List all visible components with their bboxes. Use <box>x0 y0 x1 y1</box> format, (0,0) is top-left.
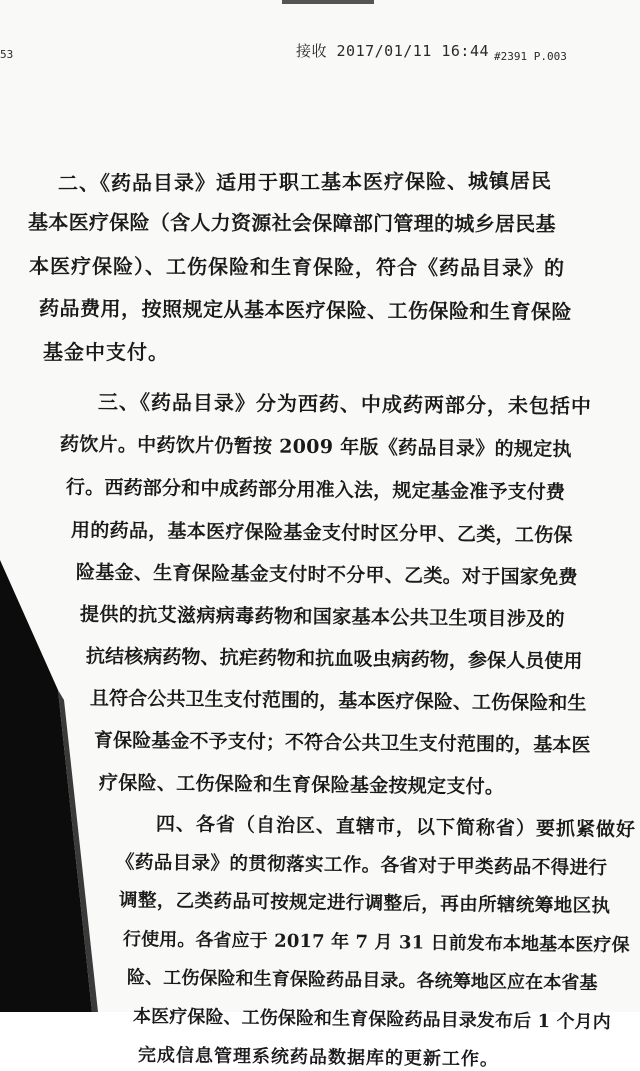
text-line: 本医疗保险）、工伤保险和生育保险，符合《药品目录》的 <box>28 254 566 280</box>
fax-page-id: #2391 P.003 <box>494 50 567 63</box>
text-line: 育保险基金不予支付；不符合公共卫生支付范围的，基本医 <box>93 729 591 757</box>
text-line: 基本医疗保险（含人力资源社会保障部门管理的城乡居民基 <box>27 210 556 236</box>
text-line: 用的药品，基本医疗保险基金支付时区分甲、乙类，工伤保 <box>70 519 573 547</box>
text-line: 药品费用，按照规定从基本医疗保险、工伤保险和生育保险 <box>38 296 573 324</box>
text-line: 行使用。各省应于 2017 年 7 月 31 日前发布本地基本医疗保 <box>122 928 630 956</box>
text-line: 基金中支付。 <box>43 340 169 364</box>
fax-page-fragment: 53 <box>0 48 14 61</box>
text-line: 四、各省（自治区、直辖市，以下简称省）要抓紧做好 <box>155 813 637 841</box>
text-line: 二、《药品目录》适用于职工基本医疗保险、城镇居民 <box>57 168 553 196</box>
text-line: 完成信息管理系统药品数据库的更新工作。 <box>137 1044 500 1071</box>
top-scan-mark <box>282 0 374 4</box>
text-line: 险、工伤保险和生育保险药品目录。各统筹地区应在本省基 <box>126 967 598 994</box>
text-line: 提供的抗艾滋病病毒药物和国家基本公共卫生项目涉及的 <box>79 603 566 631</box>
fax-received-timestamp: 接收 2017/01/11 16:44 <box>296 42 490 60</box>
text-line: 且符合公共卫生支付范围的，基本医疗保险、工伤保险和生 <box>89 687 587 715</box>
text-line: 抗结核病药物、抗疟药物和抗血吸虫病药物，参保人员使用 <box>85 645 583 673</box>
text-line: 行。西药部分和中成药部分用准入法，规定基金准予支付费 <box>65 476 566 504</box>
text-line: 药饮片。中药饮片仍暂按 2009 年版《药品目录》的规定执 <box>59 433 572 461</box>
fax-header <box>0 40 640 70</box>
text-line: 本医疗保险、工伤保险和生育保险药品目录发布后 1 个月内 <box>132 1005 611 1033</box>
text-line: 险基金、生育保险基金支付时不分甲、乙类。对于国家免费 <box>75 561 578 589</box>
text-line: 疗保险、工伤保险和生育保险基金按规定支付。 <box>98 771 505 799</box>
text-line: 《药品目录》的贯彻落实工作。各省对于甲类药品不得进行 <box>115 851 608 879</box>
text-line: 调整，乙类药品可按规定进行调整后，再由所辖统筹地区执 <box>118 889 611 918</box>
text-line: 三、《药品目录》分为西药、中成药两部分，未包括中 <box>97 389 593 419</box>
